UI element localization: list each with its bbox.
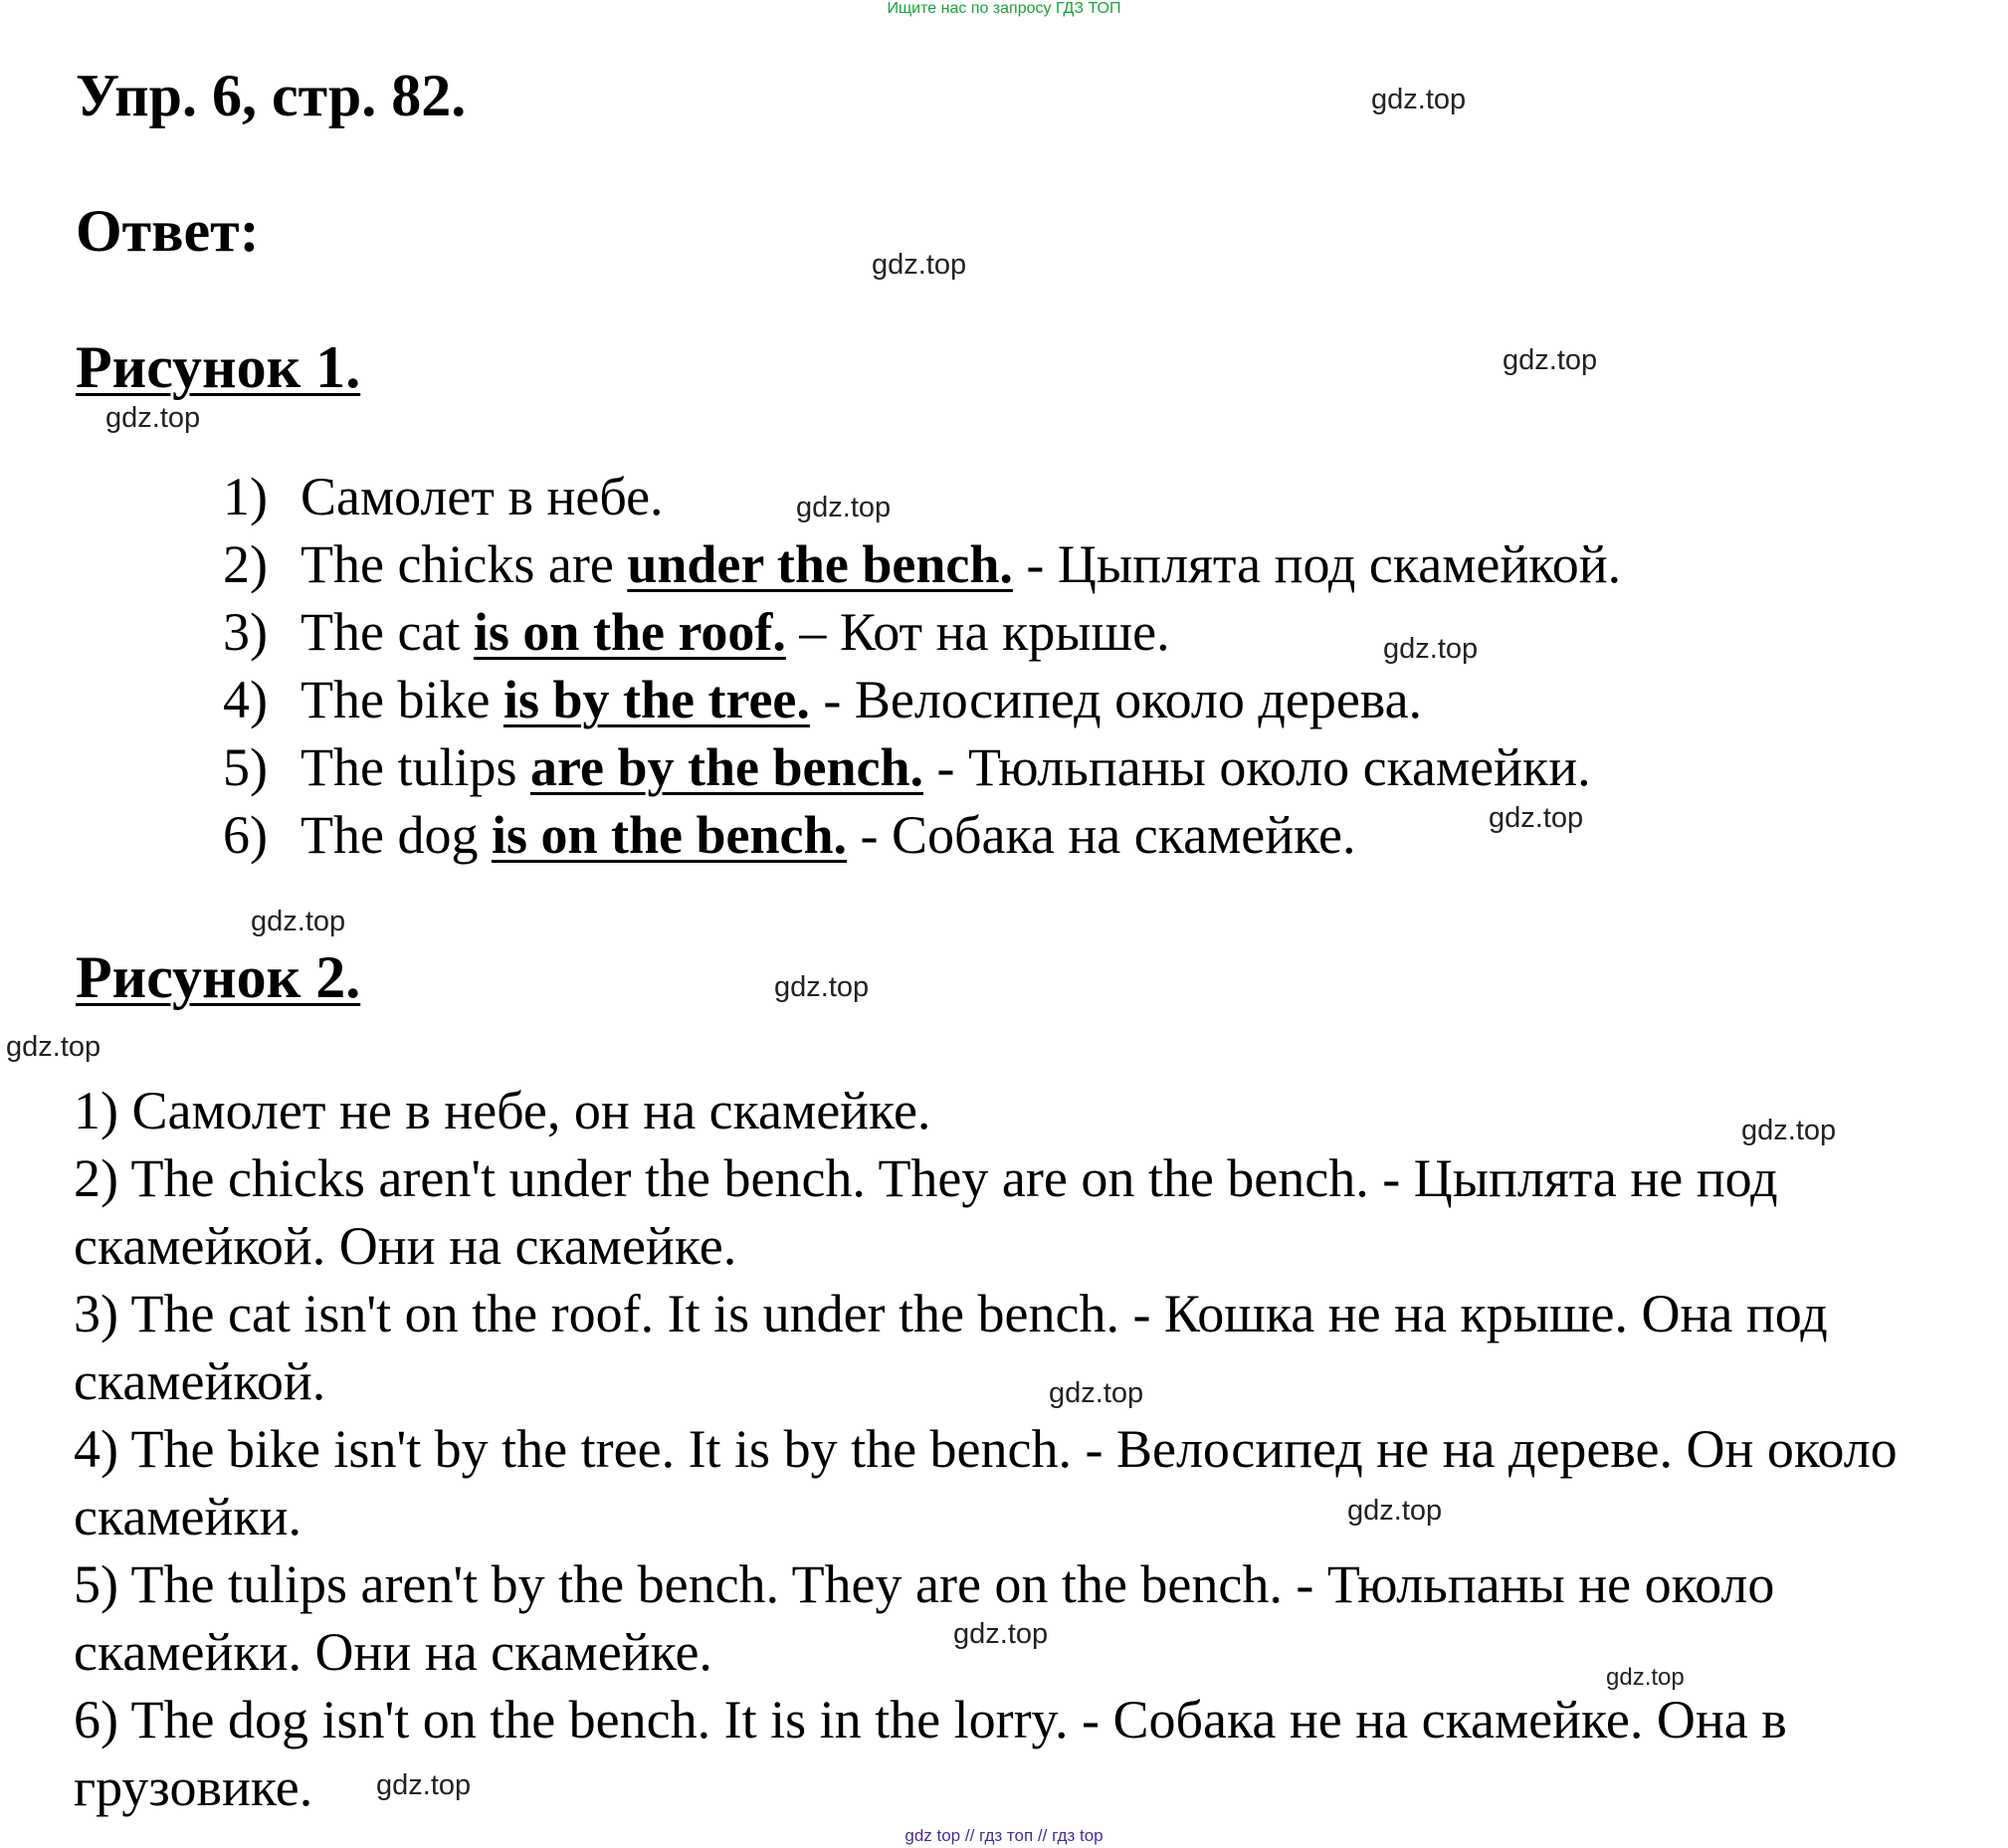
item-text: The chicks are (301, 534, 628, 594)
item-translation: - Тюльпаны около скамейки. (923, 737, 1591, 797)
item-text: The dog (301, 805, 492, 865)
watermark: gdz.top (1503, 344, 1598, 376)
answer-phrase: are by the bench. (529, 737, 923, 797)
item-number: 6) (223, 805, 268, 865)
item-translation: - Цыплята под скамейкой. (1012, 534, 1622, 594)
answer-phrase: under the bench. (627, 534, 1013, 594)
watermark: gdz.top (6, 1031, 101, 1063)
item-translation: - Велосипед около дерева. (809, 670, 1423, 729)
watermark: gdz.top (1741, 1115, 1837, 1146)
watermark: gdz.top (251, 906, 346, 937)
section2-heading: Рисунок 2. (76, 944, 361, 1010)
answer-phrase: is on the roof. (473, 602, 786, 662)
item-translation: - Собака на скамейке. (847, 805, 1356, 865)
item-text: The cat (301, 602, 474, 662)
footer-separator: // (964, 1826, 975, 1845)
footer-separator: // (1037, 1826, 1048, 1845)
item-number: 3) (223, 602, 268, 662)
list-item (223, 736, 1591, 798)
watermark: gdz.top (1371, 84, 1467, 115)
item-number: 5) (223, 737, 268, 797)
list-item: 5) The tulips aren't by the bench. They are on the bench. - Тюльпаны не около скамейки. Они на скамейке. (74, 1554, 1775, 1682)
list-item (223, 804, 1355, 866)
watermark: gdz.top (1606, 1664, 1685, 1691)
list-item: 6) The dog isn't on the bench. It is in the lorry. - Собака не на скамейке. Она в грузовике. (74, 1690, 1787, 1817)
section1-heading: Рисунок 1. (76, 334, 361, 400)
watermark: gdz.top (953, 1618, 1049, 1650)
footer-link[interactable]: гдз топ (979, 1826, 1034, 1845)
list-item: 4) The bike isn't by the tree. It is by the bench. - Велосипед не на дереве. Он около скамейки. (74, 1419, 1898, 1546)
footer-link[interactable]: гдз top (1052, 1826, 1104, 1845)
watermark: gdz.top (1049, 1377, 1144, 1409)
top-banner: Ищите нас по запросу ГДЗ ТОП (887, 0, 1121, 17)
footer (0, 1826, 2008, 1846)
list-item (223, 533, 1621, 595)
item-number: 4) (223, 670, 268, 729)
watermark: gdz.top (774, 971, 870, 1003)
list-item (223, 466, 664, 527)
item-text: The tulips (301, 737, 530, 797)
watermark: gdz.top (376, 1769, 472, 1801)
list-item: 3) The cat isn't on the roof. It is under the bench. - Кошка не на крыше. Она под скамейкой. (74, 1284, 1828, 1411)
list-item (223, 669, 1422, 730)
answer-label: Ответ: (76, 198, 260, 264)
item-text: The bike (301, 670, 503, 729)
exercise-title: Упр. 6, стр. 82. (76, 63, 467, 128)
watermark: gdz.top (105, 402, 201, 434)
footer-link[interactable]: gdz top (904, 1826, 961, 1845)
item-text: Самолет в небе. (301, 467, 664, 526)
watermark: gdz.top (1383, 633, 1479, 665)
list-item (223, 601, 1170, 663)
watermark: gdz.top (872, 249, 967, 281)
item-number: 1) (223, 467, 268, 526)
item-translation: – Кот на крыше. (785, 602, 1170, 662)
item-number: 2) (223, 534, 268, 594)
answer-phrase: is on the bench. (491, 805, 848, 865)
watermark: gdz.top (1489, 802, 1584, 834)
watermark: gdz.top (796, 492, 892, 523)
list-item: 1) Самолет не в небе, он на скамейке. (74, 1081, 931, 1140)
watermark: gdz.top (1347, 1495, 1443, 1527)
list-item: 2) The chicks aren't under the bench. They are on the bench. - Цыплята не под скамейкой. Они на скамейке. (74, 1148, 1778, 1276)
answer-phrase: is by the tree. (502, 670, 810, 729)
